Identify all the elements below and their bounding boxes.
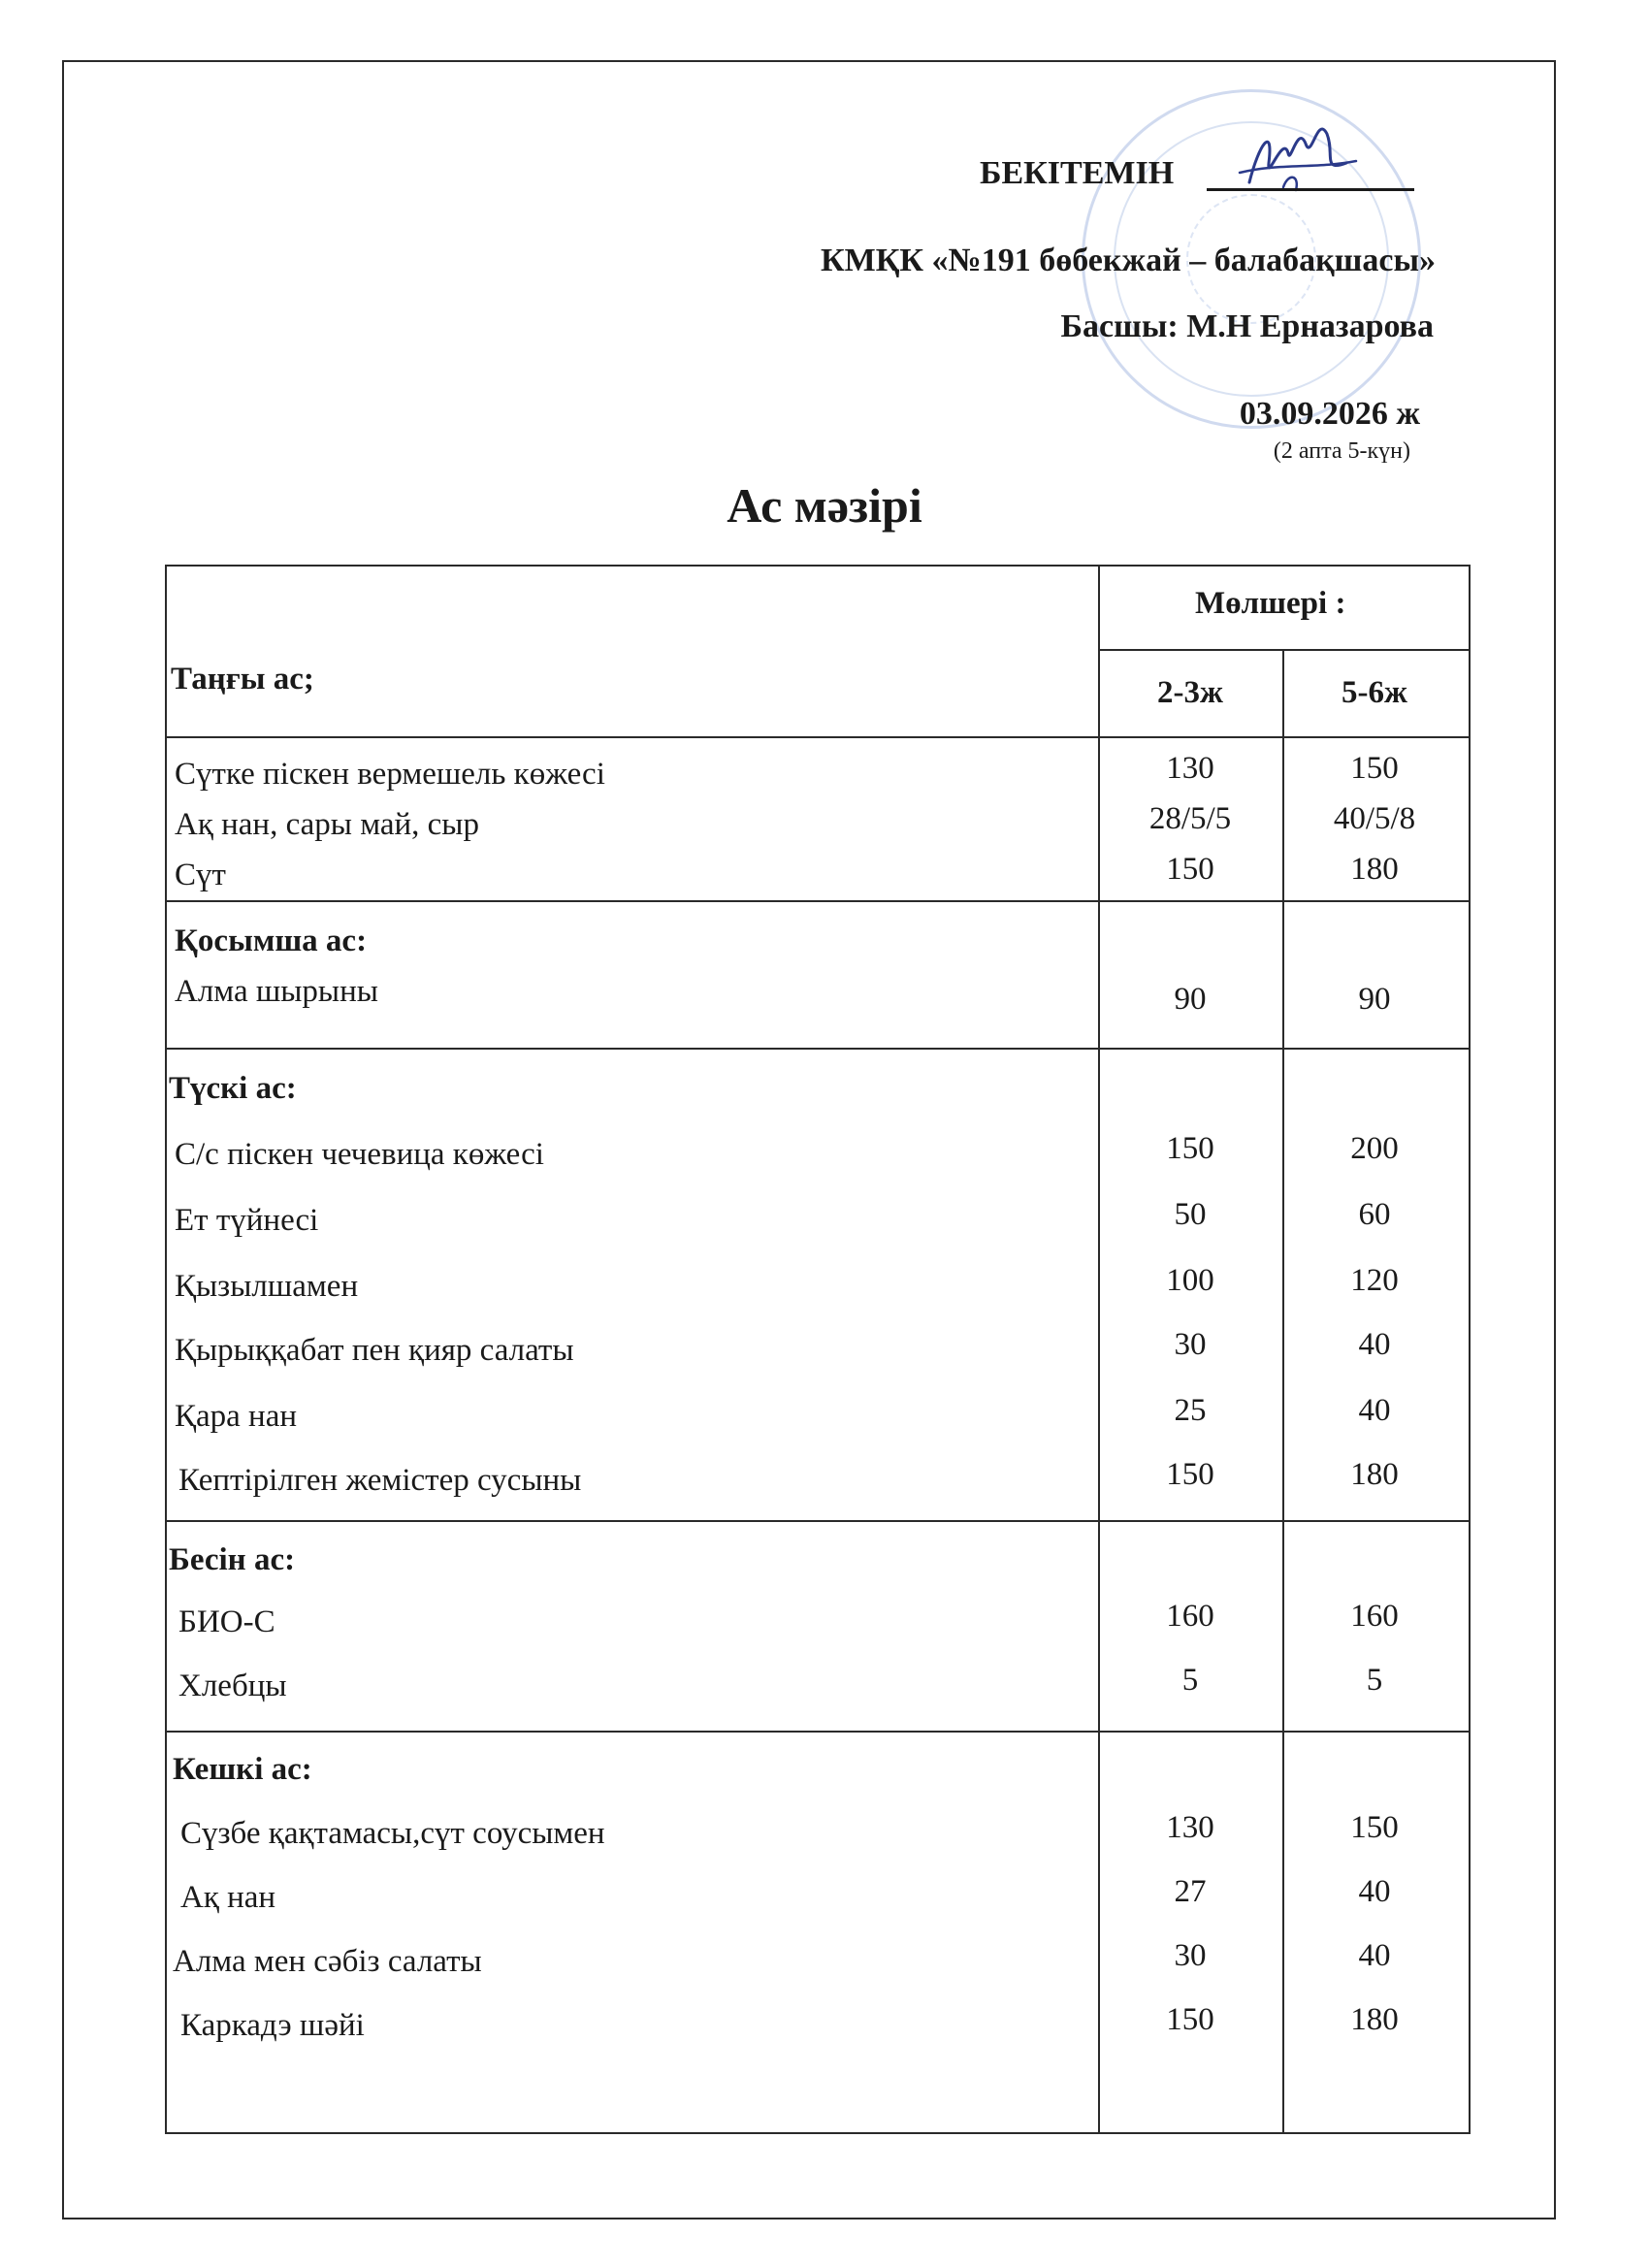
menu-item: Қара нан [175, 1399, 298, 1434]
amount-5-6: 150 [1350, 751, 1399, 786]
amount-2-3: 130 [1166, 1810, 1214, 1845]
menu-item: Қырыққабат пен қияр салаты [175, 1333, 574, 1368]
amount-2-3: 150 [1166, 1457, 1214, 1492]
amount-5-6: 180 [1350, 2002, 1399, 2037]
menu-item: Каркадэ шәйі [180, 2008, 365, 2043]
age-col-2-3: 2-3ж [1157, 675, 1223, 710]
amount-2-3: 90 [1174, 982, 1207, 1017]
menu-item: Сүтке піскен вермешель көжесі [175, 757, 605, 792]
amount-2-3: 27 [1174, 1874, 1207, 1909]
amount-2-3: 30 [1174, 1938, 1207, 1973]
menu-item: С/с піскен чечевица көжесі [175, 1137, 544, 1172]
amount-5-6: 60 [1358, 1197, 1391, 1232]
row-divider [167, 1731, 1471, 1733]
amount-2-3: 150 [1166, 2002, 1214, 2037]
amount-2-3: 150 [1166, 852, 1214, 887]
amount-2-3: 5 [1181, 1663, 1199, 1698]
row-divider [167, 1520, 1471, 1522]
signature-icon [1230, 105, 1366, 211]
amount-5-6: 40 [1358, 1874, 1391, 1909]
menu-table [165, 565, 1471, 2134]
amount-5-6: 40 [1358, 1393, 1391, 1428]
menu-item: Ет түйнесі [175, 1203, 319, 1238]
amount-2-3: 25 [1174, 1393, 1207, 1428]
amount-5-6: 150 [1350, 1810, 1399, 1845]
menu-item: Сүт [175, 858, 226, 892]
amount-2-3: 150 [1166, 1131, 1214, 1166]
amount-2-3: 160 [1166, 1599, 1214, 1634]
quantity-header: Мөлшері : [1195, 586, 1346, 621]
week-day: (2 апта 5-күн) [1273, 438, 1410, 464]
dinner-title: Кешкі ас: [173, 1752, 312, 1787]
amount-2-3: 130 [1166, 751, 1214, 786]
amount-2-3: 28/5/5 [1148, 801, 1232, 836]
menu-date: 03.09.2026 ж [1239, 396, 1420, 432]
breakfast-header: Таңғы ас; [171, 662, 314, 697]
approve-label: БЕКІТЕМІН [980, 155, 1175, 191]
header-divider [1098, 649, 1471, 651]
amount-5-6: 40 [1358, 1327, 1391, 1362]
menu-item: Кептірілген жемістер сусыны [178, 1463, 582, 1498]
afternoon-title: Бесін ас: [169, 1542, 296, 1577]
menu-item: Қызылшамен [175, 1269, 359, 1304]
menu-item: БИО-С [178, 1604, 275, 1639]
row-divider [167, 1048, 1471, 1050]
amount-2-3: 50 [1174, 1197, 1207, 1232]
amount-5-6: 180 [1350, 1457, 1399, 1492]
head-name: Басшы: М.Н Ерназарова [1060, 308, 1434, 344]
menu-item: Ақ нан [180, 1880, 276, 1915]
amount-5-6: 40 [1358, 1938, 1391, 1973]
amount-5-6: 90 [1358, 982, 1391, 1017]
menu-item: Сүзбе қақтамасы,сүт соусымен [180, 1816, 605, 1851]
amount-2-3: 30 [1174, 1327, 1207, 1362]
amount-5-6: 200 [1350, 1131, 1399, 1166]
menu-item: Алма мен сәбіз салаты [173, 1944, 482, 1979]
menu-item: Алма шырыны [175, 974, 378, 1009]
organization-name: КМҚК «№191 бөбекжай – балабақшасы» [821, 243, 1436, 278]
menu-item: Ақ нан, сары май, сыр [175, 807, 479, 842]
row-divider [167, 900, 1471, 902]
amount-5-6: 40/5/8 [1333, 801, 1416, 836]
amount-5-6: 120 [1350, 1263, 1399, 1298]
amount-5-6: 5 [1366, 1663, 1383, 1698]
amount-2-3: 100 [1166, 1263, 1214, 1298]
age-col-5-6: 5-6ж [1342, 675, 1407, 710]
amount-5-6: 180 [1350, 852, 1399, 887]
page-title: Ас мәзірі [727, 478, 922, 533]
snack-title: Қосымша ас: [175, 923, 368, 958]
row-divider [167, 736, 1471, 738]
lunch-title: Түскі ас: [169, 1071, 297, 1106]
menu-item: Хлебцы [178, 1669, 287, 1703]
amount-5-6: 160 [1350, 1599, 1399, 1634]
signature-line [1207, 188, 1414, 191]
